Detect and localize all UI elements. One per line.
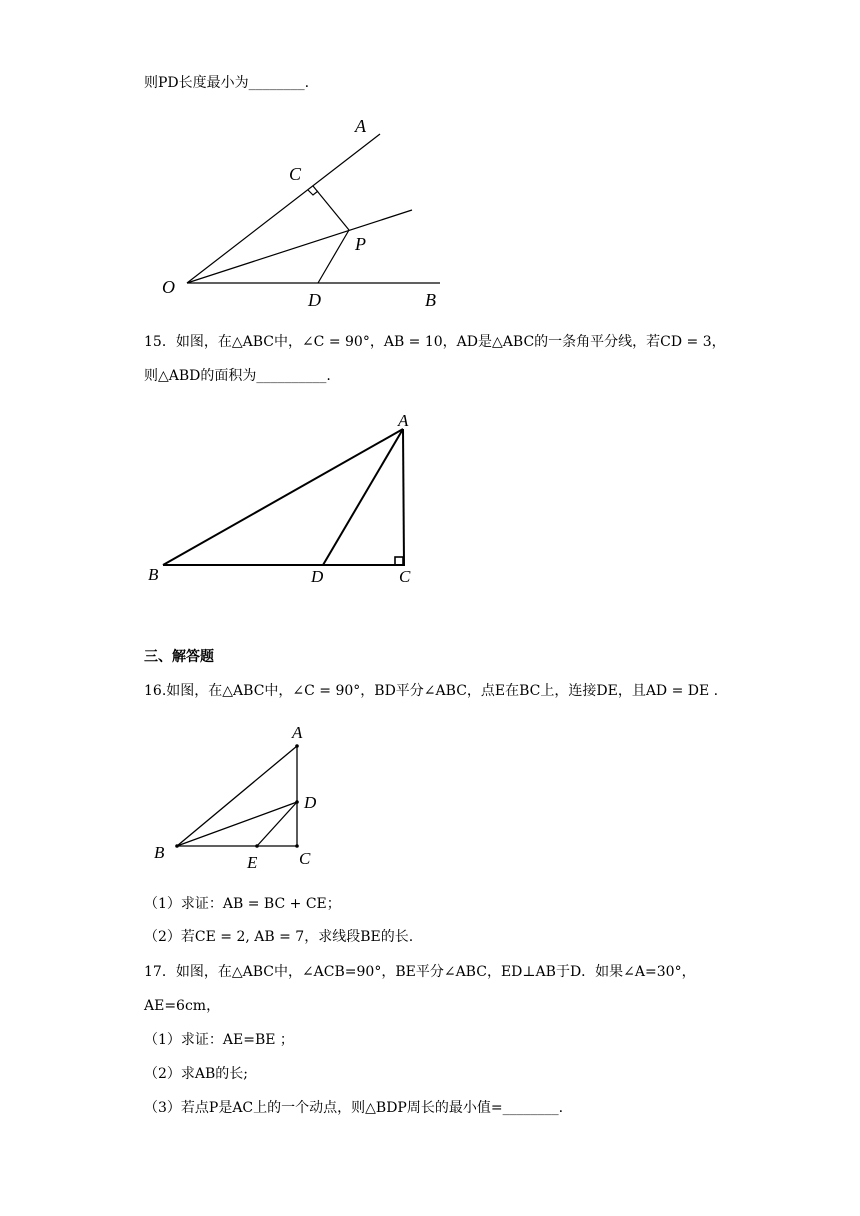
question-17-line-2: AE=6cm， [144, 998, 221, 1014]
side-ab [163, 429, 403, 565]
question-17-part-3: （3）若点P是AC上的一个动点，则△BDP周长的最小值=________. [144, 1100, 564, 1116]
label-a: A [355, 116, 366, 136]
label-o: O [162, 277, 175, 297]
point-b [175, 844, 179, 848]
side-ac [403, 429, 404, 565]
label-c: C [399, 567, 411, 586]
question-16-part-1: （1）求证：AB = BC + CE； [144, 896, 341, 912]
figure-triangle-bisector-bd [150, 720, 330, 875]
ray-oa [187, 134, 380, 283]
right-angle-mark [395, 557, 403, 565]
side-ab [177, 746, 297, 846]
point-d [295, 800, 299, 804]
label-c: C [299, 849, 311, 868]
section-title: 三、解答题 [144, 649, 214, 665]
figure-right-triangle-abc [140, 405, 430, 590]
label-b: B [425, 290, 436, 310]
question-15-line-1: 15．如图，在△ABC中，∠C = 90°，AB = 10，AD是△ABC的一条角平分线，若CD = 3， [144, 334, 726, 350]
bisector-ad [323, 429, 403, 565]
question-17-part-2: （2）求AB的长; [144, 1066, 249, 1082]
point-c [295, 844, 299, 848]
point-a [295, 744, 299, 748]
segment-cp [313, 186, 349, 230]
label-a: A [292, 723, 303, 742]
figure-angle-bisector [150, 112, 460, 317]
label-d: D [304, 793, 317, 812]
label-e: E [247, 853, 258, 872]
label-a: A [398, 411, 409, 430]
question-14-tail: 则PD长度最小为________. [144, 75, 310, 91]
segment-pd [318, 230, 349, 283]
question-17-part-1: （1）求证：AE=BE ； [144, 1032, 294, 1048]
label-c: C [289, 164, 302, 184]
segment-de [257, 802, 297, 846]
question-16: 16.如图，在△ABC中，∠C = 90°，BD平分∠ABC，点E在BC上，连接DE，且AD = DE . [144, 683, 719, 699]
label-b: B [154, 843, 165, 862]
question-17-line-1: 17．如图，在△ABC中，∠ACB=90°，BE平分∠ABC，ED⊥AB于D．如果∠A=30°， [144, 964, 696, 980]
label-d: D [308, 290, 321, 310]
point-e [255, 844, 259, 848]
segment-bd [177, 802, 297, 846]
question-16-part-2: （2）若CE = 2, AB = 7，求线段BE的长. [144, 929, 414, 945]
question-15-line-2: 则△ABD的面积为__________. [144, 368, 331, 384]
label-b: B [148, 565, 159, 584]
label-d: D [311, 567, 324, 586]
label-p: P [355, 234, 366, 254]
ray-op [187, 210, 412, 283]
